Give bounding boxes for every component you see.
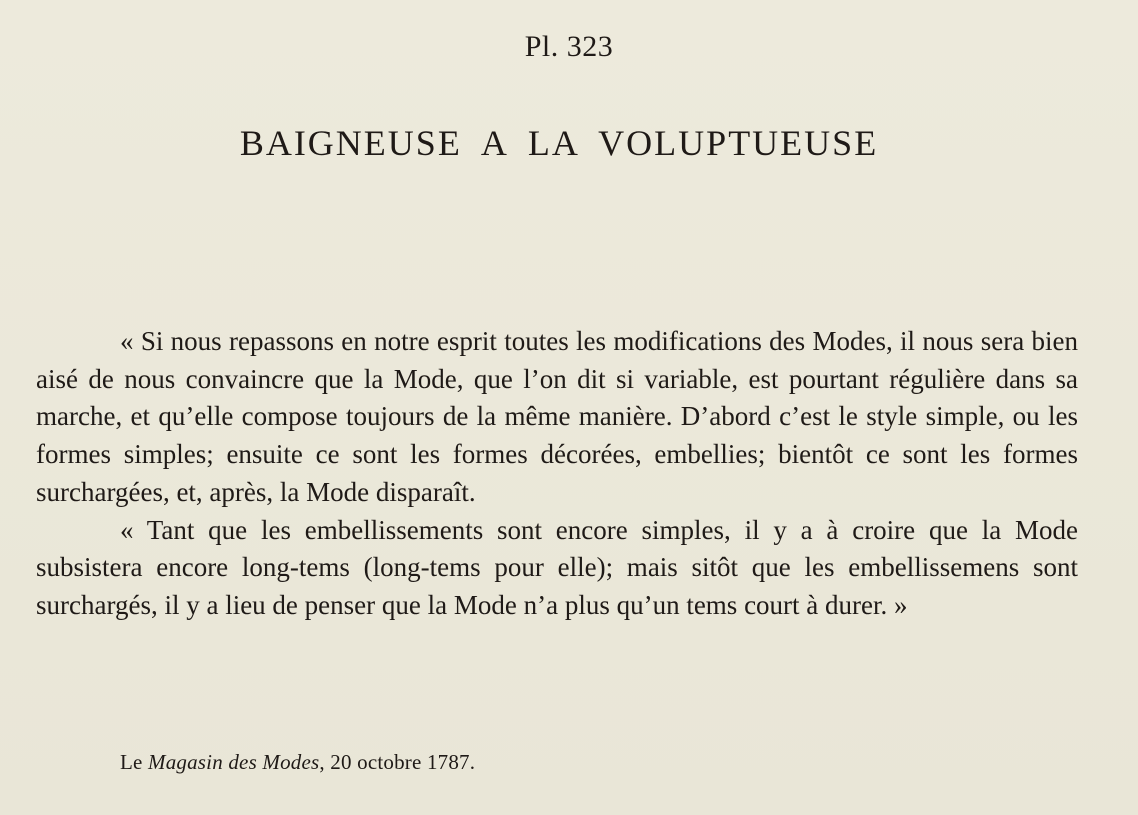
page-title: BAIGNEUSE A LA VOLUPTUEUSE <box>239 123 879 163</box>
paragraph-2: « Tant que les embellissements sont encore simples, il y a à croire que la Mode subsistera encore long-tems (long-tems pour elle); mais sitôt que les embellissemens sont surchargés, il y a lieu de penser que la Mode n’a plus qu’un tems court à durer. » <box>36 514 1078 620</box>
citation-date: , 20 octobre 1787. <box>319 750 476 774</box>
paragraph-1: « Si nous repassons en notre esprit toutes les modifications des Modes, il nous sera bien aisé de nous convaincre que la Mode, que l’on dit si variable, est pourtant régulière dans sa marche, et qu’elle compose toujours de la même manière. D’abord c’est le style simple, ou les formes simples; ensuite ce sont les formes décorées, embellies; bientôt ce sont les formes surchargées, et, après, la Mode disparaît. <box>36 326 1078 507</box>
citation-source-title: Magasin des Modes <box>148 750 320 774</box>
citation-prefix: Le <box>120 750 148 774</box>
plate-number: Pl. 323 <box>524 30 614 63</box>
quoted-text <box>36 323 1078 625</box>
source-citation <box>120 750 475 775</box>
